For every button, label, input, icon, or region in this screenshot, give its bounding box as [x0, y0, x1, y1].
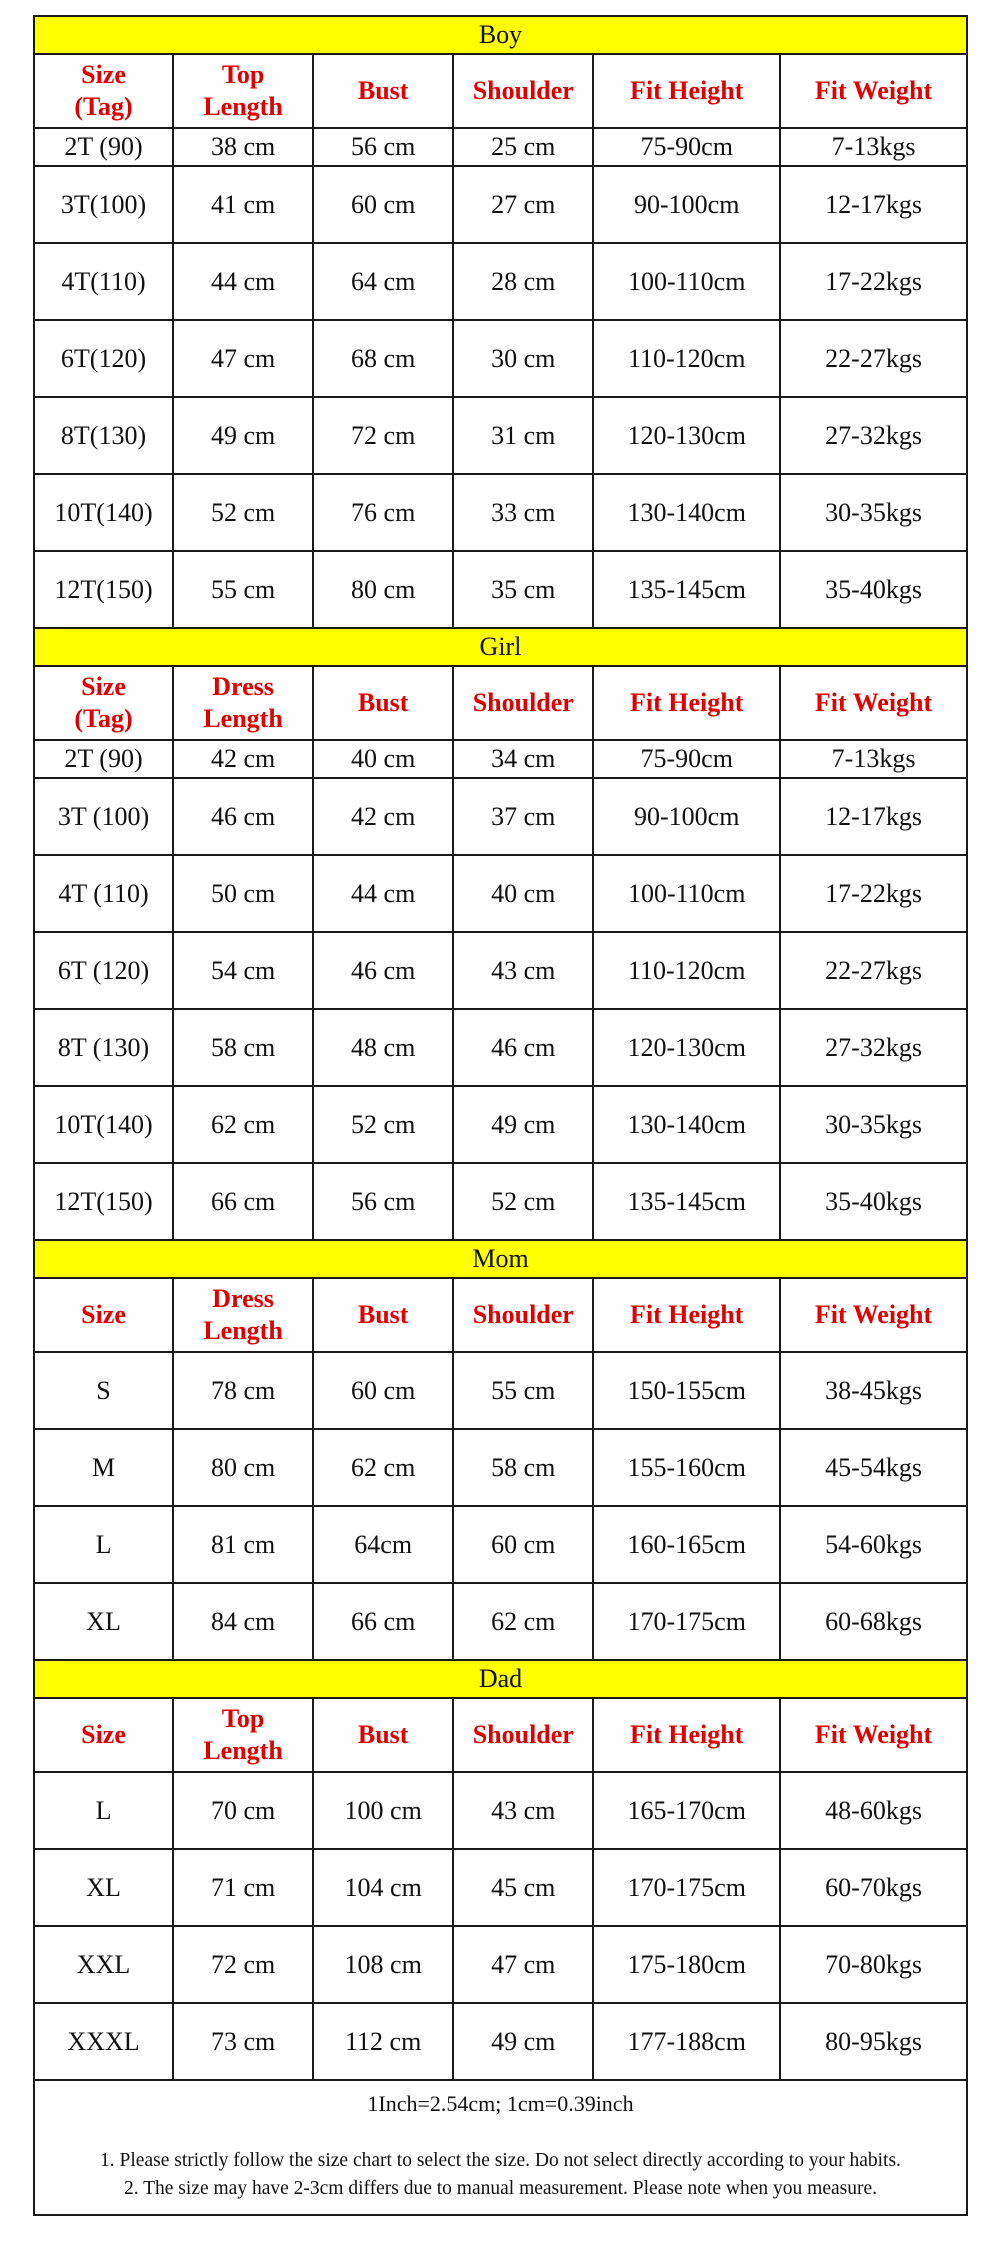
table-cell: 35-40kgs: [780, 551, 967, 628]
table-cell: 100-110cm: [593, 855, 780, 932]
note-size-selection: 1. Please strictly follow the size chart to select the size. Do not select directly according to your habits.: [100, 2150, 901, 2171]
table-cell: 52 cm: [173, 474, 313, 551]
table-row: [34, 128, 967, 166]
table-cell: 150-155cm: [593, 1352, 780, 1429]
table-cell: 4T(110): [34, 243, 173, 320]
table-cell: 25 cm: [453, 128, 593, 166]
column-header: Shoulder: [453, 1278, 593, 1352]
table-cell: 33 cm: [453, 474, 593, 551]
table-cell: 45 cm: [453, 1849, 593, 1926]
table-cell: 90-100cm: [593, 778, 780, 855]
table-cell: 58 cm: [453, 1429, 593, 1506]
table-cell: 12-17kgs: [780, 778, 967, 855]
table-cell: 100-110cm: [593, 243, 780, 320]
header-row-dad: [34, 1698, 967, 1772]
table-cell: 60 cm: [313, 166, 453, 243]
table-row: [34, 2003, 967, 2080]
table-cell: 8T (130): [34, 1009, 173, 1086]
table-row: [34, 778, 967, 855]
table-cell: 70-80kgs: [780, 1926, 967, 2003]
column-header: Top Length: [173, 54, 313, 128]
table-cell: 27-32kgs: [780, 1009, 967, 1086]
table-row: [34, 740, 967, 778]
table-cell: 100 cm: [313, 1772, 453, 1849]
table-cell: 30 cm: [453, 320, 593, 397]
table-cell: 45-54kgs: [780, 1429, 967, 1506]
table-cell: 50 cm: [173, 855, 313, 932]
column-header: Fit Height: [593, 1278, 780, 1352]
table-cell: 22-27kgs: [780, 320, 967, 397]
column-header: Fit Height: [593, 54, 780, 128]
column-header: Shoulder: [453, 1698, 593, 1772]
table-row: [34, 1849, 967, 1926]
table-cell: 58 cm: [173, 1009, 313, 1086]
table-cell: 165-170cm: [593, 1772, 780, 1849]
table-cell: 120-130cm: [593, 1009, 780, 1086]
table-cell: 12T(150): [34, 551, 173, 628]
table-cell: 7-13kgs: [780, 740, 967, 778]
table-cell: 170-175cm: [593, 1849, 780, 1926]
table-cell: 71 cm: [173, 1849, 313, 1926]
table-row: [34, 166, 967, 243]
section-title-row-dad: [34, 1660, 967, 1698]
table-cell: 52 cm: [313, 1086, 453, 1163]
column-header: Size: [34, 1278, 173, 1352]
table-row: [34, 1086, 967, 1163]
table-row: [34, 855, 967, 932]
table-cell: 54-60kgs: [780, 1506, 967, 1583]
table-cell: 17-22kgs: [780, 243, 967, 320]
table-cell: 55 cm: [173, 551, 313, 628]
table-cell: 56 cm: [313, 1163, 453, 1240]
unit-conversion: 1Inch=2.54cm; 1cm=0.39inch: [367, 2091, 634, 2116]
table-cell: 175-180cm: [593, 1926, 780, 2003]
table-row: [34, 1009, 967, 1086]
column-header: Shoulder: [453, 54, 593, 128]
table-cell: 38 cm: [173, 128, 313, 166]
table-cell: 3T(100): [34, 166, 173, 243]
column-header: Fit Height: [593, 1698, 780, 1772]
table-cell: 41 cm: [173, 166, 313, 243]
column-header: Fit Weight: [780, 1698, 967, 1772]
table-cell: 60-70kgs: [780, 1849, 967, 1926]
table-cell: 80-95kgs: [780, 2003, 967, 2080]
size-table-body: [34, 16, 967, 2080]
table-cell: 120-130cm: [593, 397, 780, 474]
table-cell: 170-175cm: [593, 1583, 780, 1660]
table-cell: 2T (90): [34, 128, 173, 166]
table-cell: 6T (120): [34, 932, 173, 1009]
table-cell: 34 cm: [453, 740, 593, 778]
table-cell: 75-90cm: [593, 128, 780, 166]
table-cell: XXXL: [34, 2003, 173, 2080]
table-cell: 55 cm: [453, 1352, 593, 1429]
table-cell: 10T(140): [34, 1086, 173, 1163]
table-cell: 2T (90): [34, 740, 173, 778]
header-row-mom: [34, 1278, 967, 1352]
table-cell: 8T(130): [34, 397, 173, 474]
section-title-row-girl: [34, 628, 967, 666]
table-cell: 3T (100): [34, 778, 173, 855]
column-header: Dress Length: [173, 666, 313, 740]
table-row: [34, 1352, 967, 1429]
table-cell: 160-165cm: [593, 1506, 780, 1583]
table-row: [34, 1429, 967, 1506]
table-cell: 84 cm: [173, 1583, 313, 1660]
table-cell: 12-17kgs: [780, 166, 967, 243]
table-cell: L: [34, 1506, 173, 1583]
section-title-row-boy: [34, 16, 967, 54]
column-header: Fit Height: [593, 666, 780, 740]
size-table: [33, 15, 968, 2081]
column-header: Size (Tag): [34, 666, 173, 740]
table-cell: 56 cm: [313, 128, 453, 166]
table-cell: 35 cm: [453, 551, 593, 628]
table-row: [34, 474, 967, 551]
table-cell: 49 cm: [453, 2003, 593, 2080]
section-title-mom: Mom: [34, 1240, 967, 1278]
table-cell: 47 cm: [453, 1926, 593, 2003]
table-cell: 112 cm: [313, 2003, 453, 2080]
table-cell: 4T (110): [34, 855, 173, 932]
table-row: [34, 1506, 967, 1583]
table-cell: 130-140cm: [593, 474, 780, 551]
table-cell: 54 cm: [173, 932, 313, 1009]
table-cell: 49 cm: [173, 397, 313, 474]
table-cell: XXL: [34, 1926, 173, 2003]
table-cell: M: [34, 1429, 173, 1506]
table-cell: 62 cm: [313, 1429, 453, 1506]
table-cell: 130-140cm: [593, 1086, 780, 1163]
table-row: [34, 397, 967, 474]
table-cell: 155-160cm: [593, 1429, 780, 1506]
table-row: [34, 1583, 967, 1660]
table-cell: XL: [34, 1849, 173, 1926]
table-cell: 66 cm: [313, 1583, 453, 1660]
table-cell: 70 cm: [173, 1772, 313, 1849]
table-cell: 46 cm: [173, 778, 313, 855]
table-cell: 72 cm: [173, 1926, 313, 2003]
table-cell: 177-188cm: [593, 2003, 780, 2080]
column-header: Dress Length: [173, 1278, 313, 1352]
table-cell: 42 cm: [313, 778, 453, 855]
table-cell: 47 cm: [173, 320, 313, 397]
table-cell: 110-120cm: [593, 320, 780, 397]
table-cell: 73 cm: [173, 2003, 313, 2080]
table-cell: 48-60kgs: [780, 1772, 967, 1849]
table-cell: 52 cm: [453, 1163, 593, 1240]
table-cell: 40 cm: [313, 740, 453, 778]
table-cell: 17-22kgs: [780, 855, 967, 932]
table-cell: 46 cm: [453, 1009, 593, 1086]
table-cell: 43 cm: [453, 932, 593, 1009]
table-cell: 10T(140): [34, 474, 173, 551]
table-cell: 80 cm: [313, 551, 453, 628]
table-cell: 7-13kgs: [780, 128, 967, 166]
header-row-boy: [34, 54, 967, 128]
table-cell: 110-120cm: [593, 932, 780, 1009]
table-cell: L: [34, 1772, 173, 1849]
table-cell: XL: [34, 1583, 173, 1660]
table-cell: 12T(150): [34, 1163, 173, 1240]
table-cell: 44 cm: [173, 243, 313, 320]
table-cell: 44 cm: [313, 855, 453, 932]
table-cell: 40 cm: [453, 855, 593, 932]
table-cell: 30-35kgs: [780, 474, 967, 551]
notes-box: [33, 2081, 968, 2216]
column-header: Bust: [313, 1278, 453, 1352]
column-header: Bust: [313, 54, 453, 128]
table-cell: 72 cm: [313, 397, 453, 474]
table-cell: 49 cm: [453, 1086, 593, 1163]
table-cell: 30-35kgs: [780, 1086, 967, 1163]
table-cell: 135-145cm: [593, 1163, 780, 1240]
table-cell: 46 cm: [313, 932, 453, 1009]
table-cell: 35-40kgs: [780, 1163, 967, 1240]
table-cell: 60 cm: [313, 1352, 453, 1429]
table-cell: 60 cm: [453, 1506, 593, 1583]
table-cell: 37 cm: [453, 778, 593, 855]
note-measurement-tolerance: 2. The size may have 2-3cm differs due to manual measurement. Please note when you measure.: [123, 2178, 878, 2199]
table-cell: 64 cm: [313, 243, 453, 320]
table-cell: 90-100cm: [593, 166, 780, 243]
table-cell: 76 cm: [313, 474, 453, 551]
table-cell: 64cm: [313, 1506, 453, 1583]
column-header: Top Length: [173, 1698, 313, 1772]
column-header: Bust: [313, 1698, 453, 1772]
column-header: Bust: [313, 666, 453, 740]
section-title-boy: Boy: [34, 16, 967, 54]
table-cell: 108 cm: [313, 1926, 453, 2003]
table-row: [34, 320, 967, 397]
table-cell: 22-27kgs: [780, 932, 967, 1009]
column-header: Size (Tag): [34, 54, 173, 128]
size-chart: [33, 15, 968, 2216]
table-cell: 80 cm: [173, 1429, 313, 1506]
table-cell: 62 cm: [173, 1086, 313, 1163]
table-cell: 28 cm: [453, 243, 593, 320]
table-cell: 27-32kgs: [780, 397, 967, 474]
table-row: [34, 1772, 967, 1849]
table-cell: 27 cm: [453, 166, 593, 243]
header-row-girl: [34, 666, 967, 740]
section-title-girl: Girl: [34, 628, 967, 666]
table-row: [34, 1926, 967, 2003]
table-cell: 48 cm: [313, 1009, 453, 1086]
section-title-row-mom: [34, 1240, 967, 1278]
table-cell: 75-90cm: [593, 740, 780, 778]
table-row: [34, 1163, 967, 1240]
table-cell: S: [34, 1352, 173, 1429]
table-cell: 78 cm: [173, 1352, 313, 1429]
table-row: [34, 932, 967, 1009]
table-cell: 31 cm: [453, 397, 593, 474]
table-row: [34, 243, 967, 320]
table-cell: 62 cm: [453, 1583, 593, 1660]
column-header: Fit Weight: [780, 54, 967, 128]
table-cell: 104 cm: [313, 1849, 453, 1926]
table-row: [34, 551, 967, 628]
column-header: Fit Weight: [780, 666, 967, 740]
table-cell: 42 cm: [173, 740, 313, 778]
column-header: Shoulder: [453, 666, 593, 740]
table-cell: 135-145cm: [593, 551, 780, 628]
table-cell: 60-68kgs: [780, 1583, 967, 1660]
table-cell: 81 cm: [173, 1506, 313, 1583]
table-cell: 6T(120): [34, 320, 173, 397]
column-header: Size: [34, 1698, 173, 1772]
table-cell: 43 cm: [453, 1772, 593, 1849]
table-cell: 68 cm: [313, 320, 453, 397]
table-cell: 38-45kgs: [780, 1352, 967, 1429]
column-header: Fit Weight: [780, 1278, 967, 1352]
section-title-dad: Dad: [34, 1660, 967, 1698]
table-cell: 66 cm: [173, 1163, 313, 1240]
